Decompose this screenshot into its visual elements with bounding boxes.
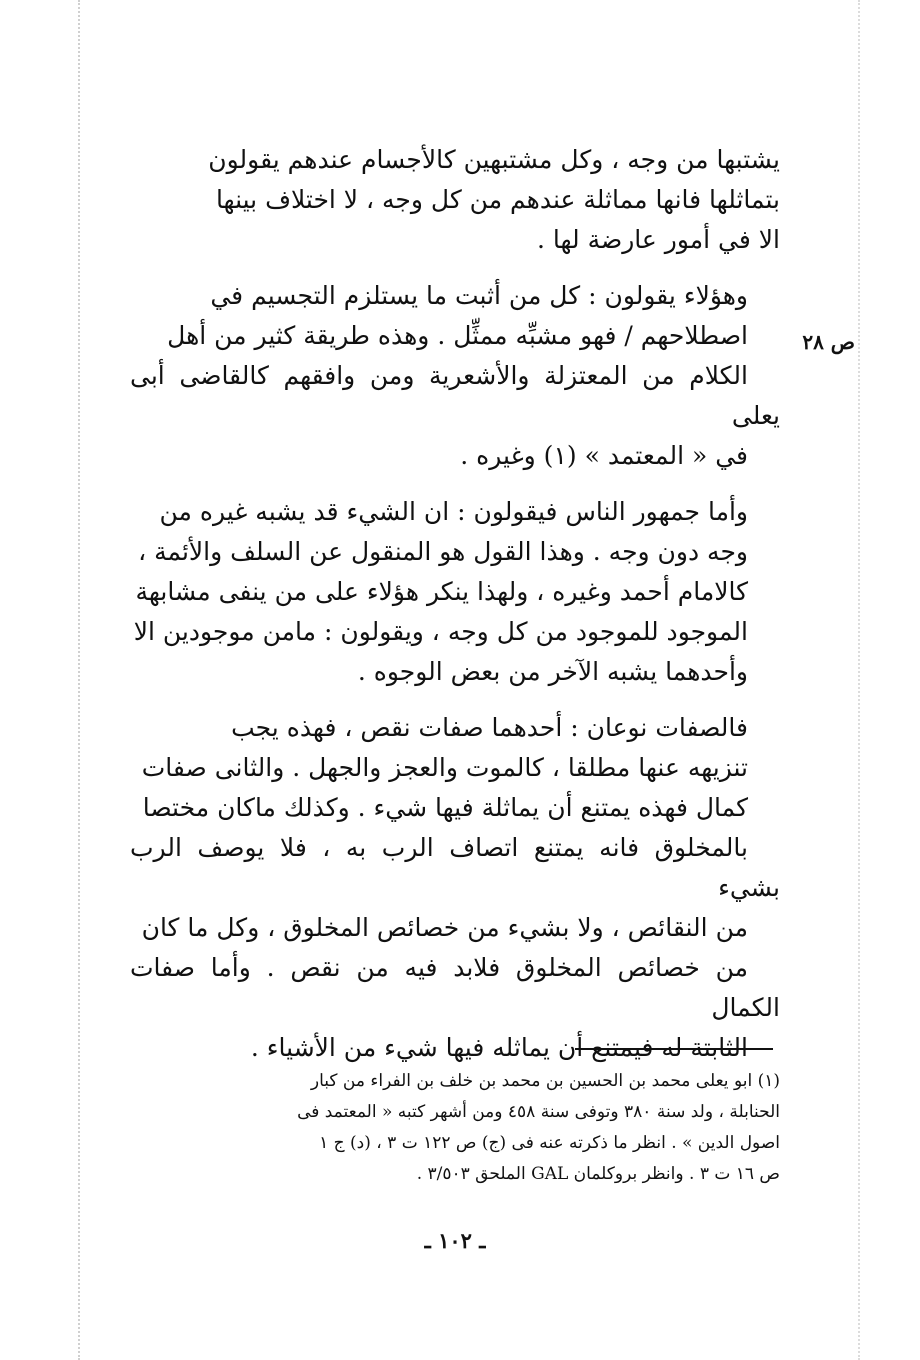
text-line: بتماثلها فانها مماثلة عندهم من كل وجه ، لا اختلاف بينها — [215, 185, 780, 214]
text-line: الكلام من المعتزلة والأشعرية ومن وافقهم كالقاضى أبى يعلى — [130, 361, 780, 430]
text-line: يشتبها من وجه ، وكل مشتبهين كالأجسام عندهم يقولون — [208, 145, 780, 174]
footnote-line: اصول الدين » . انظر ما ذكرته عنه فى (ج) ص ١٢٢ ت ٣ ، (د) ج ١ — [319, 1133, 780, 1153]
text-line: الثابتة له فيمتنع أن يماثله فيها شيء من الأشياء . — [250, 1033, 748, 1062]
scan-edge-left — [78, 0, 80, 1360]
footnote-line: الحنابلة ، ولد سنة ٣٨٠ وتوفى سنة ٤٥٨ ومن أشهر كتبه « المعتمد فى — [297, 1102, 780, 1122]
text-line: في « المعتمد » (١) وغيره . — [460, 441, 748, 470]
footnote-line: ص ١٦ ت ٣ . وانظر بروكلمان GAL الملحق ٣/٥٠٣ . — [416, 1164, 780, 1184]
text-line: تنزيهه عنها مطلقا ، كالموت والعجز والجهل . والثانى صفات — [141, 753, 748, 782]
footnote-divider — [575, 1048, 773, 1050]
text-line: من خصائص المخلوق فلابد فيه من نقص . وأما صفات الكمال — [130, 953, 780, 1022]
margin-page-reference: ص ٢٨ — [802, 330, 855, 354]
text-line: من النقائص ، ولا بشيء من خصائص المخلوق ، وكل ما كان — [141, 913, 748, 942]
main-text — [130, 140, 780, 1084]
paragraph-3 — [130, 492, 780, 692]
text-line: وجه دون وجه . وهذا القول هو المنقول عن السلف والأئمة ، — [138, 537, 748, 566]
text-line: وأحدهما يشبه الآخر من بعض الوجوه . — [357, 657, 748, 686]
text-line: كمال فهذه يمتنع أن يماثلة فيها شيء . وكذلك ماكان مختصا — [142, 793, 748, 822]
page-number: ـ ١٠٢ ـ — [424, 1228, 486, 1253]
paragraph-1 — [130, 140, 780, 260]
text-line: فالصفات نوعان : أحدهما صفات نقص ، فهذه يجب — [231, 713, 748, 742]
text-line: كالامام أحمد وغيره ، ولهذا ينكر هؤلاء على من ينفى مشابهة — [135, 577, 748, 606]
text-line: الموجود للموجود من كل وجه ، ويقولون : مامن موجودين الا — [133, 617, 748, 646]
footnote — [130, 1066, 780, 1190]
text-line: بالمخلوق فانه يمتنع اتصاف الرب به ، فلا يوصف الرب بشيء — [130, 833, 780, 902]
paragraph-4 — [130, 708, 780, 1068]
text-line: وأما جمهور الناس فيقولون : ان الشيء قد يشبه غيره من — [159, 497, 748, 526]
scan-edge-right — [858, 0, 860, 1360]
paragraph-2 — [130, 276, 780, 476]
text-line: الا في أمور عارضة لها . — [537, 225, 780, 254]
text-line: وهؤلاء يقولون : كل من أثبت ما يستلزم التجسيم في — [210, 281, 748, 310]
text-line: اصطلاحهم / فهو مشبِّه ممثِّل . وهذه طريقة كثير من أهل — [167, 321, 748, 350]
footnote-line: (١) ابو يعلى محمد بن الحسين بن محمد بن خلف بن الفراء من كبار — [310, 1071, 780, 1091]
